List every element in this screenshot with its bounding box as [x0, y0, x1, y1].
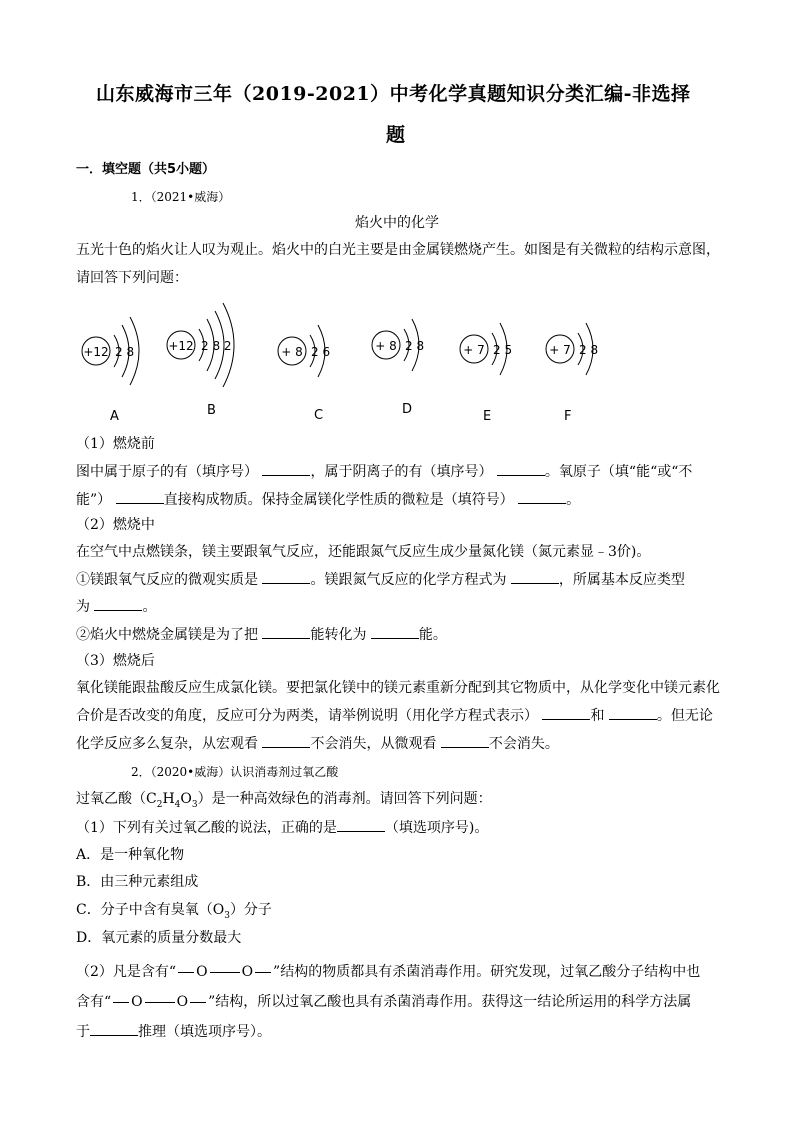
q1-part2-line3 — [76, 596, 156, 617]
answer-blank[interactable] — [441, 733, 489, 748]
atom-e-label: E — [483, 409, 492, 424]
q2-part2-a1: （2）凡是含有“ — [76, 964, 177, 980]
q1-intro-line2: 请回答下列问题： — [76, 270, 188, 286]
q1-part2-text-d2: 能转化为 — [310, 627, 367, 643]
answer-blank[interactable] — [609, 705, 657, 720]
q2-option-a: A．是一种氧化物 — [76, 847, 185, 863]
atom-structure-diagram — [70, 295, 630, 430]
q1-part3-line2 — [76, 705, 713, 726]
q2-option-c-a: C．分子中含有臭氧（O — [76, 902, 225, 918]
section-heading: 一．填空题（共5小题） — [76, 162, 216, 177]
answer-blank[interactable] — [90, 1021, 138, 1036]
atom-b — [167, 303, 234, 418]
bond-line — [178, 972, 194, 973]
q2-intro-c: O — [180, 791, 192, 807]
q2-part2-line1 — [76, 962, 700, 982]
q2-option-c-b: ）分子 — [229, 902, 272, 918]
q1-part2-line4 — [76, 624, 447, 645]
q2-option-d: D．氧元素的质量分数最大 — [76, 930, 242, 946]
answer-blank[interactable] — [542, 705, 590, 720]
q1-part2-text-b2: 。镁跟氮气反应的化学方程式为 — [310, 572, 507, 588]
q2-intro-sub2: 4 — [174, 799, 181, 810]
q1-part2-text-c1: 为 — [76, 599, 90, 615]
q2-part2-b2: ”结构，所以过氧乙酸也具有杀菌消毒作用。获得这一结论所运用的科学方法属 — [208, 994, 692, 1010]
q2-part2-b1: 含有“ — [76, 994, 112, 1010]
atom-b-nucleus: +12 — [168, 339, 194, 353]
answer-blank[interactable] — [116, 489, 164, 504]
q2-part2-c2: 推理（填选项序号）。 — [138, 1024, 271, 1040]
q2-option-b: B．由三种元素组成 — [76, 874, 199, 890]
document-title-line1: 山东威海市三年（2019-2021）中考化学真题知识分类汇编-非选择 — [96, 83, 691, 105]
oxygen-symbol: O — [131, 994, 143, 1010]
q1-part2-text-b1: ①镁跟氧气反应的微观实质是 — [76, 572, 258, 588]
bond-line — [210, 972, 240, 973]
q2-intro — [76, 789, 492, 815]
atom-e-shells: 2 5 — [493, 343, 513, 357]
answer-blank[interactable] — [518, 489, 566, 504]
atom-e — [460, 323, 512, 424]
atom-c-shells: 2 6 — [311, 345, 331, 359]
q1-part3-head: （3）燃烧后 — [76, 653, 155, 669]
bond-line — [255, 972, 271, 973]
q1-part1-text-a: 图中属于原子的有（填序号） — [76, 464, 258, 480]
atom-b-label: B — [207, 403, 216, 418]
atom-a-nucleus: +12 — [83, 345, 109, 359]
answer-blank[interactable] — [337, 817, 385, 832]
atom-f-nucleus: + 7 — [549, 343, 571, 357]
answer-blank[interactable] — [497, 461, 545, 476]
atom-e-nucleus: + 7 — [463, 343, 485, 357]
q1-part3-text-c1: 化学反应多么复杂，从宏观看 — [76, 736, 258, 752]
q1-part2-text-d1: ②焰火中燃烧金属镁是为了把 — [76, 627, 258, 643]
q1-part3-text-c3: 不会消失。 — [488, 736, 559, 752]
q1-intro-line1: 五光十色的焰火让人叹为观止。焰火中的白光主要是由金属镁燃烧产生。如图是有关微粒的结构示意图， — [76, 242, 720, 258]
atom-c-label: C — [314, 408, 324, 423]
q1-part2-line1: 在空气中点燃镁条，镁主要跟氧气反应，还能跟氮气反应生成少量氮化镁（氮元素显﹣3价)。 — [76, 544, 651, 560]
q1-part1-text-f: 。 — [566, 492, 581, 508]
bond-line — [145, 1002, 175, 1003]
q2-option-c-sub: 3 — [224, 910, 230, 921]
q2-intro-sub3: 3 — [191, 799, 198, 810]
q2-intro-sub1: 2 — [156, 799, 163, 810]
atom-f-shells: 2 8 — [579, 343, 599, 357]
bond-line — [113, 1002, 129, 1003]
answer-blank[interactable] — [262, 461, 310, 476]
q2-option-c — [76, 900, 272, 926]
atom-c-nucleus: + 8 — [281, 345, 303, 359]
q1-part3-text-b3: 。但无论 — [656, 708, 713, 724]
q1-part3-text-b1: 合价是否改变的角度，反应可分为两类，请举例说明（用化学方程式表示） — [76, 708, 538, 724]
atom-a-shells: 2 8 — [115, 345, 135, 359]
q2-part1 — [76, 817, 488, 838]
q2-part1-text: （1）下列有关过氧乙酸的说法，正确的是 — [76, 820, 337, 836]
q1-part1-text-b: ，属于阴离子的有（填序号） — [310, 464, 493, 480]
atom-d — [372, 319, 424, 417]
atom-a-label: A — [110, 409, 119, 424]
q2-intro-a: 过氧乙酸（C — [76, 791, 157, 807]
q1-part2-text-b3: ，所属基本反应类型 — [558, 572, 685, 588]
q2-part1-end: （填选项序号)。 — [384, 820, 489, 836]
q2-number: 2．（2020•威海）认识消毒剂过氧乙酸 — [131, 765, 339, 779]
q1-part1-text-c: 。氧原子（填“能“或“不 — [544, 464, 693, 480]
q1-part3-line3 — [76, 733, 559, 754]
q2-intro-b: H — [162, 791, 175, 807]
atom-a — [82, 317, 139, 424]
answer-blank[interactable] — [262, 569, 310, 584]
q1-part2-line2 — [76, 569, 685, 590]
q1-number: 1．（2021•威海） — [131, 190, 231, 204]
atom-d-nucleus: + 8 — [375, 339, 397, 353]
oxygen-symbol: O — [196, 964, 208, 980]
q1-part3-text-b2: 和 — [590, 708, 605, 724]
atom-b-shells: 2 8 2 — [201, 339, 232, 353]
atom-d-label: D — [402, 402, 413, 417]
q1-part2-text-d3: 能。 — [418, 627, 447, 643]
q2-intro-d: ）是一种高效绿色的消毒剂。请回答下列问题： — [197, 791, 492, 807]
q1-part1-text-d: 能”） — [76, 492, 112, 508]
atom-d-shells: 2 8 — [405, 339, 425, 353]
q1-part2-head: （2）燃烧中 — [76, 517, 155, 533]
atom-f-label: F — [564, 409, 572, 424]
q1-part1-line1 — [76, 461, 692, 482]
q1-part3-text-c2: 不会消失，从微观看 — [310, 736, 437, 752]
atom-c — [278, 325, 330, 423]
q1-part1-text-e: 直接构成物质。保持金属镁化学性质的微粒是（填符号） — [163, 492, 514, 508]
answer-blank[interactable] — [262, 624, 310, 639]
answer-blank[interactable] — [262, 733, 310, 748]
q2-part2-a2: ”结构的物质都具有杀菌消毒作用。研究发现，过氧乙酸分子结构中也 — [273, 964, 701, 980]
oxygen-symbol: O — [176, 994, 189, 1010]
q2-part2-line2 — [76, 992, 691, 1012]
q2-part2-line3 — [76, 1021, 271, 1042]
bond-line — [190, 1002, 206, 1003]
oxygen-symbol: O — [241, 964, 254, 980]
q1-part1-head: （1）燃烧前 — [76, 436, 155, 452]
answer-blank[interactable] — [371, 624, 419, 639]
answer-blank[interactable] — [511, 569, 559, 584]
answer-blank[interactable] — [94, 596, 142, 611]
q1-part1-line2 — [76, 489, 580, 510]
atom-f — [546, 323, 598, 424]
q2-part2-c1: 于 — [76, 1024, 90, 1040]
q1-subtitle: 焰火中的化学 — [355, 215, 439, 231]
document-title-line2: 题 — [386, 124, 406, 146]
q1-part3-line1: 氧化镁能跟盐酸反应生成氯化镁。要把氯化镁中的镁元素重新分配到其它物质中，从化学变化中镁元素化 — [76, 680, 720, 696]
q1-part2-text-c2: 。 — [142, 599, 157, 615]
